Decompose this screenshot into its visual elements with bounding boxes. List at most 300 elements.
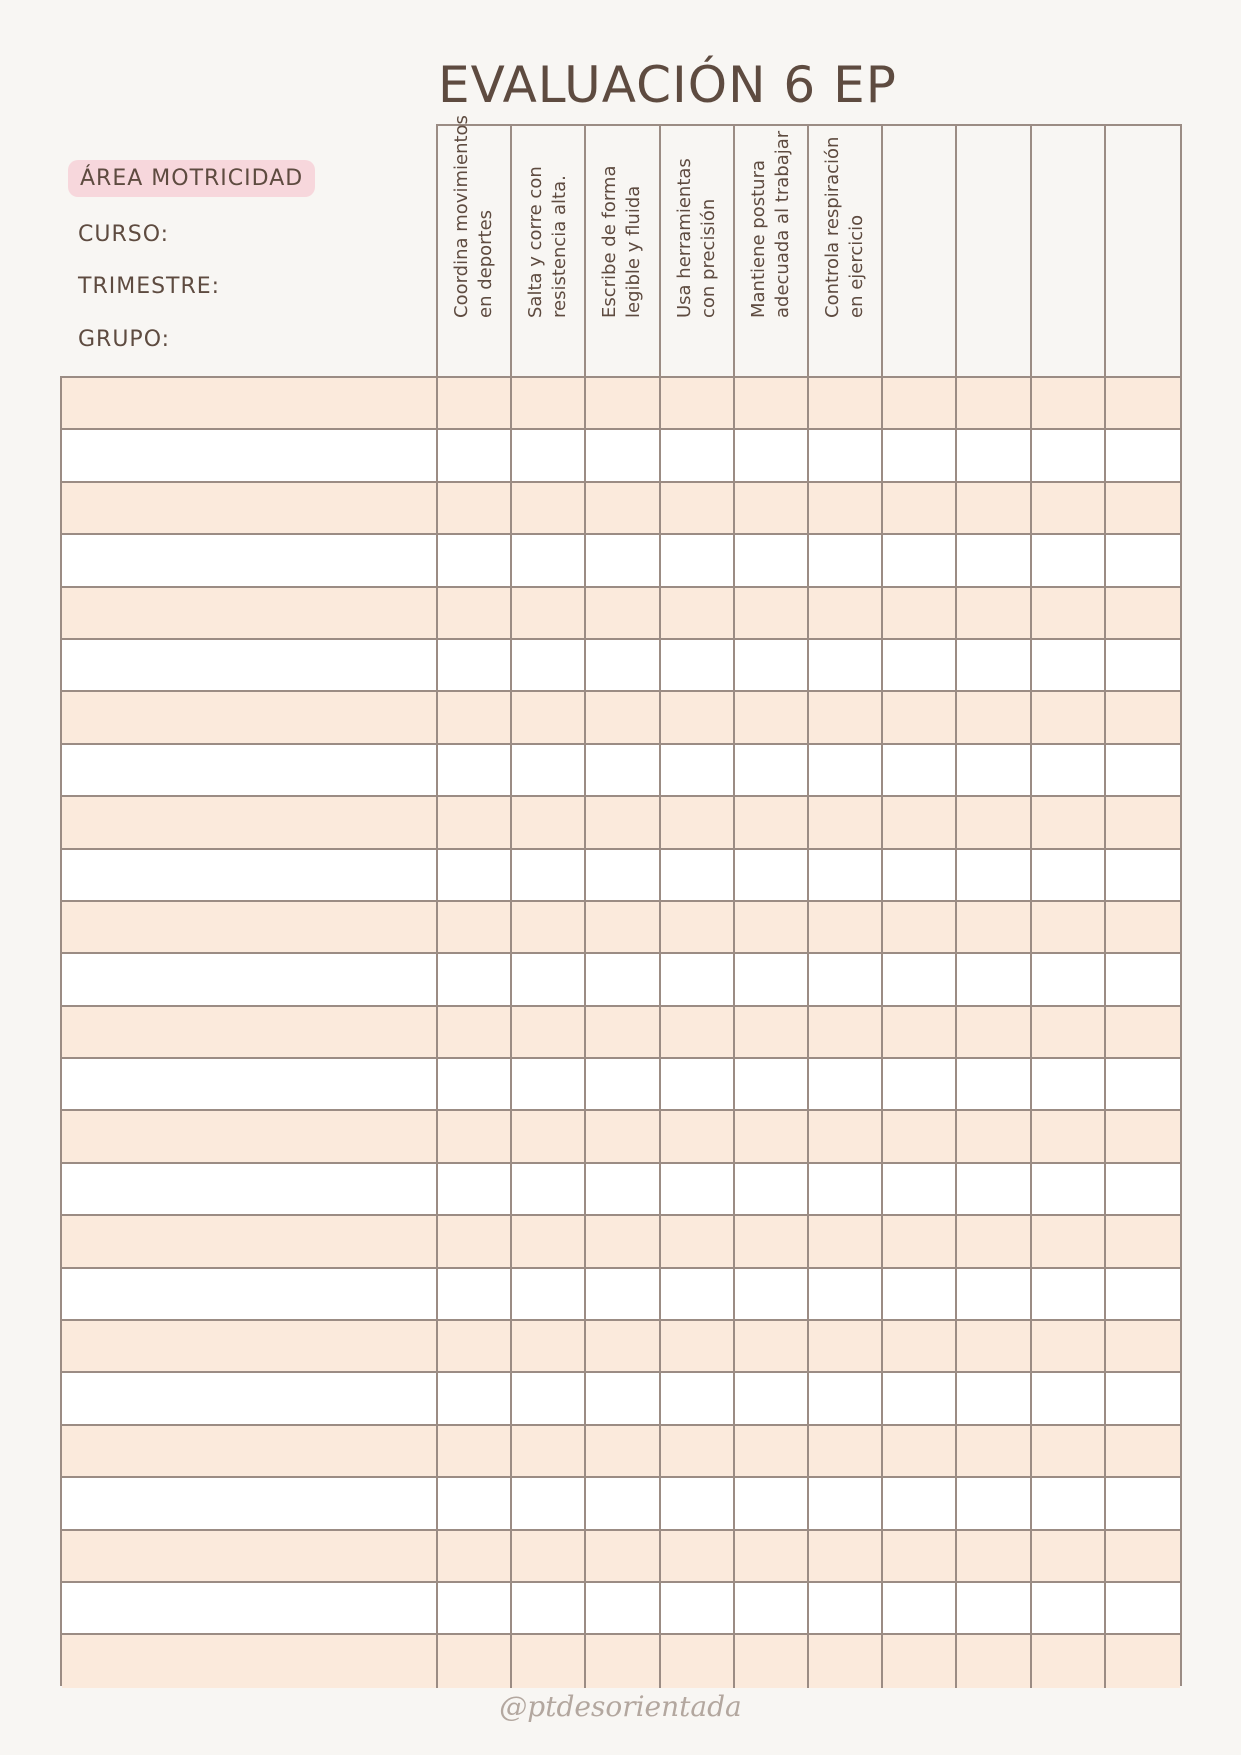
grade-cell[interactable] bbox=[1106, 692, 1180, 742]
grade-cell[interactable] bbox=[512, 1007, 586, 1057]
grade-cell[interactable] bbox=[735, 1583, 809, 1633]
grade-cell[interactable] bbox=[735, 1635, 809, 1687]
grade-cell[interactable] bbox=[586, 1321, 660, 1371]
grade-cell[interactable] bbox=[438, 1216, 512, 1266]
grade-cell[interactable] bbox=[661, 1583, 735, 1633]
grade-cell[interactable] bbox=[883, 954, 957, 1004]
grade-cell[interactable] bbox=[735, 1426, 809, 1476]
grade-cell[interactable] bbox=[735, 1216, 809, 1266]
grade-cell[interactable] bbox=[1032, 1111, 1106, 1161]
grade-cell[interactable] bbox=[735, 378, 809, 428]
grade-cell[interactable] bbox=[1032, 1269, 1106, 1319]
grade-cell[interactable] bbox=[883, 483, 957, 533]
grade-cell[interactable] bbox=[809, 1531, 883, 1581]
grade-cell[interactable] bbox=[1032, 378, 1106, 428]
grade-cell[interactable] bbox=[438, 1426, 512, 1476]
grade-cell[interactable] bbox=[957, 797, 1031, 847]
grade-cell[interactable] bbox=[735, 954, 809, 1004]
grade-cell[interactable] bbox=[512, 1216, 586, 1266]
grade-cell[interactable] bbox=[1106, 902, 1180, 952]
grade-cell[interactable] bbox=[586, 1111, 660, 1161]
grade-cell[interactable] bbox=[957, 692, 1031, 742]
grade-cell[interactable] bbox=[809, 640, 883, 690]
table-row bbox=[62, 1321, 1180, 1373]
grade-cell[interactable] bbox=[883, 850, 957, 900]
grade-cell[interactable] bbox=[1032, 1478, 1106, 1528]
grade-cell[interactable] bbox=[586, 1635, 660, 1687]
grade-cell[interactable] bbox=[883, 1583, 957, 1633]
grade-cell[interactable] bbox=[661, 588, 735, 638]
grade-cell[interactable] bbox=[586, 640, 660, 690]
grade-cell[interactable] bbox=[883, 902, 957, 952]
grade-cell[interactable] bbox=[809, 1007, 883, 1057]
table-row bbox=[62, 535, 1180, 587]
grade-cell[interactable] bbox=[586, 797, 660, 847]
grade-cell[interactable] bbox=[438, 902, 512, 952]
grade-cell[interactable] bbox=[735, 483, 809, 533]
grade-cell[interactable] bbox=[438, 378, 512, 428]
grade-cell[interactable] bbox=[1032, 1373, 1106, 1423]
grade-cell[interactable] bbox=[512, 1583, 586, 1633]
student-name-cell[interactable] bbox=[62, 1373, 438, 1423]
grade-cell[interactable] bbox=[1106, 1426, 1180, 1476]
student-name-cell[interactable] bbox=[62, 588, 438, 638]
grade-cell[interactable] bbox=[883, 640, 957, 690]
grade-cell[interactable] bbox=[735, 1478, 809, 1528]
grade-cell[interactable] bbox=[883, 1478, 957, 1528]
student-name-cell[interactable] bbox=[62, 430, 438, 480]
grade-cell[interactable] bbox=[586, 535, 660, 585]
grade-cell[interactable] bbox=[735, 850, 809, 900]
grade-cell[interactable] bbox=[438, 954, 512, 1004]
grade-cell[interactable] bbox=[1032, 954, 1106, 1004]
grade-cell[interactable] bbox=[883, 1111, 957, 1161]
grade-cell[interactable] bbox=[809, 483, 883, 533]
grade-cell[interactable] bbox=[438, 1478, 512, 1528]
student-name-cell[interactable] bbox=[62, 378, 438, 428]
grade-cell[interactable] bbox=[735, 1007, 809, 1057]
grade-cell[interactable] bbox=[512, 1531, 586, 1581]
grade-cell[interactable] bbox=[512, 1269, 586, 1319]
grade-cell[interactable] bbox=[735, 902, 809, 952]
grade-cell[interactable] bbox=[735, 1321, 809, 1371]
grade-cell[interactable] bbox=[1032, 745, 1106, 795]
grade-cell[interactable] bbox=[957, 1478, 1031, 1528]
grade-cell[interactable] bbox=[957, 1216, 1031, 1266]
grade-cell[interactable] bbox=[1106, 1635, 1180, 1687]
grade-cell[interactable] bbox=[883, 535, 957, 585]
student-name-cell[interactable] bbox=[62, 1269, 438, 1319]
grade-cell[interactable] bbox=[512, 902, 586, 952]
grade-cell[interactable] bbox=[957, 430, 1031, 480]
grade-cell[interactable] bbox=[1106, 1059, 1180, 1109]
student-name-cell[interactable] bbox=[62, 745, 438, 795]
grade-cell[interactable] bbox=[957, 1426, 1031, 1476]
grade-cell[interactable] bbox=[661, 1478, 735, 1528]
criterion-header-6 bbox=[809, 126, 883, 376]
grade-cell[interactable] bbox=[809, 745, 883, 795]
grade-cell[interactable] bbox=[957, 1373, 1031, 1423]
student-name-cell[interactable] bbox=[62, 1216, 438, 1266]
grade-cell[interactable] bbox=[661, 1531, 735, 1581]
grade-cell[interactable] bbox=[512, 692, 586, 742]
grade-cell[interactable] bbox=[883, 588, 957, 638]
table-row bbox=[62, 1531, 1180, 1583]
grade-cell[interactable] bbox=[586, 1426, 660, 1476]
grade-cell[interactable] bbox=[809, 902, 883, 952]
grade-cell[interactable] bbox=[1106, 535, 1180, 585]
grade-cell[interactable] bbox=[1106, 588, 1180, 638]
grade-cell[interactable] bbox=[512, 483, 586, 533]
grade-cell[interactable] bbox=[809, 1111, 883, 1161]
grade-cell[interactable] bbox=[1032, 430, 1106, 480]
grade-cell[interactable] bbox=[809, 850, 883, 900]
grade-cell[interactable] bbox=[735, 640, 809, 690]
grade-cell[interactable] bbox=[883, 797, 957, 847]
grade-cell[interactable] bbox=[1032, 588, 1106, 638]
grade-cell[interactable] bbox=[661, 1635, 735, 1687]
grade-cell[interactable] bbox=[1032, 902, 1106, 952]
grade-cell[interactable] bbox=[1032, 1321, 1106, 1371]
grade-cell[interactable] bbox=[661, 797, 735, 847]
grade-cell[interactable] bbox=[957, 902, 1031, 952]
grade-cell[interactable] bbox=[661, 850, 735, 900]
criterion-header-3 bbox=[586, 126, 660, 376]
grade-cell[interactable] bbox=[512, 954, 586, 1004]
criterion-header-5 bbox=[735, 126, 809, 376]
table-row bbox=[62, 1635, 1180, 1687]
grade-cell[interactable] bbox=[957, 1111, 1031, 1161]
grade-cell[interactable] bbox=[438, 797, 512, 847]
criterion-header-7 bbox=[883, 126, 957, 376]
area-badge: ÁREA MOTRICIDAD bbox=[68, 160, 315, 197]
grade-cell[interactable] bbox=[809, 954, 883, 1004]
grade-cell[interactable] bbox=[957, 1164, 1031, 1214]
grade-cell[interactable] bbox=[512, 1059, 586, 1109]
grade-cell[interactable] bbox=[1106, 1583, 1180, 1633]
grade-cell[interactable] bbox=[661, 535, 735, 585]
grade-cell[interactable] bbox=[1032, 797, 1106, 847]
grade-cell[interactable] bbox=[512, 797, 586, 847]
grade-cell[interactable] bbox=[1032, 1426, 1106, 1476]
grade-cell[interactable] bbox=[1032, 1059, 1106, 1109]
grade-cell[interactable] bbox=[809, 430, 883, 480]
student-name-cell[interactable] bbox=[62, 1583, 438, 1633]
grade-cell[interactable] bbox=[1106, 1373, 1180, 1423]
student-name-cell[interactable] bbox=[62, 797, 438, 847]
student-name-cell[interactable] bbox=[62, 483, 438, 533]
grade-cell[interactable] bbox=[957, 745, 1031, 795]
grade-cell[interactable] bbox=[586, 430, 660, 480]
grade-cell[interactable] bbox=[586, 1164, 660, 1214]
grade-cell[interactable] bbox=[1106, 430, 1180, 480]
grade-cell[interactable] bbox=[883, 1321, 957, 1371]
grade-cell[interactable] bbox=[661, 745, 735, 795]
grade-cell[interactable] bbox=[586, 483, 660, 533]
grade-cell[interactable] bbox=[809, 1583, 883, 1633]
criterion-label: Controla respiración en ejercicio bbox=[822, 136, 868, 318]
grade-cell[interactable] bbox=[809, 1635, 883, 1687]
grade-cell[interactable] bbox=[735, 692, 809, 742]
grade-cell[interactable] bbox=[957, 850, 1031, 900]
grade-cell[interactable] bbox=[809, 1059, 883, 1109]
grade-cell[interactable] bbox=[586, 1531, 660, 1581]
grade-cell[interactable] bbox=[661, 1216, 735, 1266]
grade-cell[interactable] bbox=[586, 1216, 660, 1266]
criterion-label: Escribe de forma legible y fluida bbox=[599, 165, 645, 318]
grade-cell[interactable] bbox=[438, 1059, 512, 1109]
grade-cell[interactable] bbox=[957, 1059, 1031, 1109]
grade-cell[interactable] bbox=[883, 745, 957, 795]
student-name-cell[interactable] bbox=[62, 954, 438, 1004]
grade-cell[interactable] bbox=[735, 745, 809, 795]
grade-cell[interactable] bbox=[1032, 1635, 1106, 1687]
grade-cell[interactable] bbox=[1032, 1531, 1106, 1581]
grade-cell[interactable] bbox=[883, 1059, 957, 1109]
grade-cell[interactable] bbox=[735, 1269, 809, 1319]
grade-cell[interactable] bbox=[1032, 1216, 1106, 1266]
grade-cell[interactable] bbox=[512, 1164, 586, 1214]
grade-cell[interactable] bbox=[438, 430, 512, 480]
grade-cell[interactable] bbox=[1032, 535, 1106, 585]
table-row bbox=[62, 378, 1180, 430]
grade-cell[interactable] bbox=[1032, 1583, 1106, 1633]
grade-cell[interactable] bbox=[586, 850, 660, 900]
grade-cell[interactable] bbox=[438, 850, 512, 900]
grade-cell[interactable] bbox=[809, 1269, 883, 1319]
grade-cell[interactable] bbox=[735, 1531, 809, 1581]
grade-cell[interactable] bbox=[438, 1635, 512, 1687]
grade-cell[interactable] bbox=[957, 640, 1031, 690]
grade-cell[interactable] bbox=[883, 1426, 957, 1476]
grade-cell[interactable] bbox=[438, 1007, 512, 1057]
grade-cell[interactable] bbox=[586, 954, 660, 1004]
grade-cell[interactable] bbox=[586, 902, 660, 952]
grade-cell[interactable] bbox=[1032, 1164, 1106, 1214]
grade-cell[interactable] bbox=[661, 692, 735, 742]
grade-cell[interactable] bbox=[586, 745, 660, 795]
grade-cell[interactable] bbox=[661, 902, 735, 952]
grade-cell[interactable] bbox=[883, 1635, 957, 1687]
grade-cell[interactable] bbox=[735, 1164, 809, 1214]
grade-cell[interactable] bbox=[735, 1111, 809, 1161]
grade-cell[interactable] bbox=[512, 1635, 586, 1687]
grade-cell[interactable] bbox=[661, 640, 735, 690]
student-name-cell[interactable] bbox=[62, 1321, 438, 1371]
student-name-cell[interactable] bbox=[62, 1059, 438, 1109]
grade-cell[interactable] bbox=[809, 692, 883, 742]
grade-cell[interactable] bbox=[438, 1269, 512, 1319]
grade-cell[interactable] bbox=[512, 640, 586, 690]
table-row bbox=[62, 430, 1180, 482]
student-name-cell[interactable] bbox=[62, 1007, 438, 1057]
criterion-header-2 bbox=[512, 126, 586, 376]
grade-cell[interactable] bbox=[438, 745, 512, 795]
grade-cell[interactable] bbox=[735, 430, 809, 480]
grade-cell[interactable] bbox=[735, 797, 809, 847]
grade-cell[interactable] bbox=[661, 483, 735, 533]
grade-cell[interactable] bbox=[586, 692, 660, 742]
grade-cell[interactable] bbox=[586, 1007, 660, 1057]
grade-cell[interactable] bbox=[957, 1583, 1031, 1633]
grade-cell[interactable] bbox=[586, 1269, 660, 1319]
grade-cell[interactable] bbox=[957, 1635, 1031, 1687]
grade-cell[interactable] bbox=[809, 1426, 883, 1476]
grade-cell[interactable] bbox=[1106, 378, 1180, 428]
grade-cell[interactable] bbox=[586, 1583, 660, 1633]
grade-cell[interactable] bbox=[957, 483, 1031, 533]
grade-cell[interactable] bbox=[661, 954, 735, 1004]
grade-cell[interactable] bbox=[512, 1478, 586, 1528]
student-name-cell[interactable] bbox=[62, 1635, 438, 1687]
grade-cell[interactable] bbox=[512, 1111, 586, 1161]
student-name-cell[interactable] bbox=[62, 1478, 438, 1528]
grade-cell[interactable] bbox=[1106, 1164, 1180, 1214]
grade-cell[interactable] bbox=[661, 1007, 735, 1057]
grade-cell[interactable] bbox=[735, 588, 809, 638]
grade-cell[interactable] bbox=[1032, 692, 1106, 742]
table-row bbox=[62, 1007, 1180, 1059]
grade-cell[interactable] bbox=[661, 1269, 735, 1319]
grade-cell[interactable] bbox=[1106, 1216, 1180, 1266]
grade-cell[interactable] bbox=[1106, 745, 1180, 795]
grade-cell[interactable] bbox=[809, 797, 883, 847]
student-name-cell[interactable] bbox=[62, 1531, 438, 1581]
grade-cell[interactable] bbox=[883, 1531, 957, 1581]
grade-cell[interactable] bbox=[438, 640, 512, 690]
grade-cell[interactable] bbox=[1106, 640, 1180, 690]
table-row bbox=[62, 745, 1180, 797]
grade-cell[interactable] bbox=[512, 1373, 586, 1423]
grade-cell[interactable] bbox=[1106, 1269, 1180, 1319]
grade-cell[interactable] bbox=[809, 1164, 883, 1214]
grade-cell[interactable] bbox=[661, 1373, 735, 1423]
student-name-cell[interactable] bbox=[62, 902, 438, 952]
grade-cell[interactable] bbox=[809, 1478, 883, 1528]
grade-cell[interactable] bbox=[1106, 1321, 1180, 1371]
grade-cell[interactable] bbox=[661, 1426, 735, 1476]
criterion-label: Mantiene postura adecuada al trabajar bbox=[747, 130, 793, 318]
grade-cell[interactable] bbox=[883, 430, 957, 480]
grade-cell[interactable] bbox=[735, 1059, 809, 1109]
table-row bbox=[62, 954, 1180, 1006]
grade-cell[interactable] bbox=[1106, 797, 1180, 847]
grade-cell[interactable] bbox=[661, 1321, 735, 1371]
grade-cell[interactable] bbox=[512, 588, 586, 638]
grade-cell[interactable] bbox=[809, 378, 883, 428]
grade-cell[interactable] bbox=[438, 692, 512, 742]
grade-cell[interactable] bbox=[1032, 850, 1106, 900]
grade-cell[interactable] bbox=[735, 535, 809, 585]
table-row bbox=[62, 1583, 1180, 1635]
grade-cell[interactable] bbox=[512, 850, 586, 900]
grade-cell[interactable] bbox=[512, 745, 586, 795]
student-name-cell[interactable] bbox=[62, 640, 438, 690]
grade-cell[interactable] bbox=[883, 692, 957, 742]
grade-cell[interactable] bbox=[809, 1321, 883, 1371]
grade-cell[interactable] bbox=[438, 588, 512, 638]
grade-cell[interactable] bbox=[661, 1059, 735, 1109]
grade-cell[interactable] bbox=[809, 1216, 883, 1266]
grade-cell[interactable] bbox=[512, 1321, 586, 1371]
grade-cell[interactable] bbox=[438, 1164, 512, 1214]
grade-cell[interactable] bbox=[661, 1111, 735, 1161]
grade-cell[interactable] bbox=[809, 588, 883, 638]
grade-cell[interactable] bbox=[957, 1007, 1031, 1057]
grade-cell[interactable] bbox=[883, 378, 957, 428]
criterion-header-8 bbox=[957, 126, 1031, 376]
grade-cell[interactable] bbox=[957, 535, 1031, 585]
student-name-cell[interactable] bbox=[62, 1164, 438, 1214]
grade-cell[interactable] bbox=[1106, 1111, 1180, 1161]
grade-cell[interactable] bbox=[1032, 483, 1106, 533]
grade-cell[interactable] bbox=[438, 1111, 512, 1161]
grade-cell[interactable] bbox=[735, 1373, 809, 1423]
grade-cell[interactable] bbox=[586, 588, 660, 638]
grade-cell[interactable] bbox=[957, 1269, 1031, 1319]
grade-cell[interactable] bbox=[957, 1531, 1031, 1581]
grade-cell[interactable] bbox=[1106, 1531, 1180, 1581]
grade-cell[interactable] bbox=[1106, 1007, 1180, 1057]
grade-cell[interactable] bbox=[661, 378, 735, 428]
student-name-cell[interactable] bbox=[62, 535, 438, 585]
grade-cell[interactable] bbox=[1032, 640, 1106, 690]
grade-cell[interactable] bbox=[883, 1007, 957, 1057]
grade-cell[interactable] bbox=[661, 430, 735, 480]
grade-cell[interactable] bbox=[1106, 954, 1180, 1004]
grade-cell[interactable] bbox=[883, 1373, 957, 1423]
grade-cell[interactable] bbox=[586, 378, 660, 428]
grade-cell[interactable] bbox=[957, 1321, 1031, 1371]
grade-cell[interactable] bbox=[586, 1059, 660, 1109]
grade-cell[interactable] bbox=[512, 1426, 586, 1476]
grade-cell[interactable] bbox=[1106, 850, 1180, 900]
grade-cell[interactable] bbox=[809, 1373, 883, 1423]
grade-cell[interactable] bbox=[957, 588, 1031, 638]
grade-cell[interactable] bbox=[957, 378, 1031, 428]
grade-cell[interactable] bbox=[883, 1216, 957, 1266]
table-row bbox=[62, 902, 1180, 954]
grade-cell[interactable] bbox=[438, 1583, 512, 1633]
grade-cell[interactable] bbox=[957, 954, 1031, 1004]
grade-cell[interactable] bbox=[661, 1164, 735, 1214]
table-row bbox=[62, 1269, 1180, 1321]
student-name-cell[interactable] bbox=[62, 1426, 438, 1476]
student-name-cell[interactable] bbox=[62, 1111, 438, 1161]
grade-cell[interactable] bbox=[438, 535, 512, 585]
grade-cell[interactable] bbox=[512, 378, 586, 428]
grade-cell[interactable] bbox=[1106, 483, 1180, 533]
grade-cell[interactable] bbox=[512, 430, 586, 480]
grade-cell[interactable] bbox=[883, 1269, 957, 1319]
grade-cell[interactable] bbox=[1106, 1478, 1180, 1528]
grade-cell[interactable] bbox=[586, 1478, 660, 1528]
grade-cell[interactable] bbox=[438, 1321, 512, 1371]
grade-cell[interactable] bbox=[1032, 1007, 1106, 1057]
grade-cell[interactable] bbox=[883, 1164, 957, 1214]
student-name-cell[interactable] bbox=[62, 692, 438, 742]
grade-cell[interactable] bbox=[438, 1531, 512, 1581]
student-name-cell[interactable] bbox=[62, 850, 438, 900]
grade-cell[interactable] bbox=[809, 535, 883, 585]
table-row bbox=[62, 1059, 1180, 1111]
grade-cell[interactable] bbox=[438, 483, 512, 533]
grade-cell[interactable] bbox=[438, 1373, 512, 1423]
grade-cell[interactable] bbox=[512, 535, 586, 585]
curso-label: CURSO: bbox=[78, 222, 170, 247]
grade-cell[interactable] bbox=[586, 1373, 660, 1423]
criteria-header bbox=[436, 115, 1182, 376]
